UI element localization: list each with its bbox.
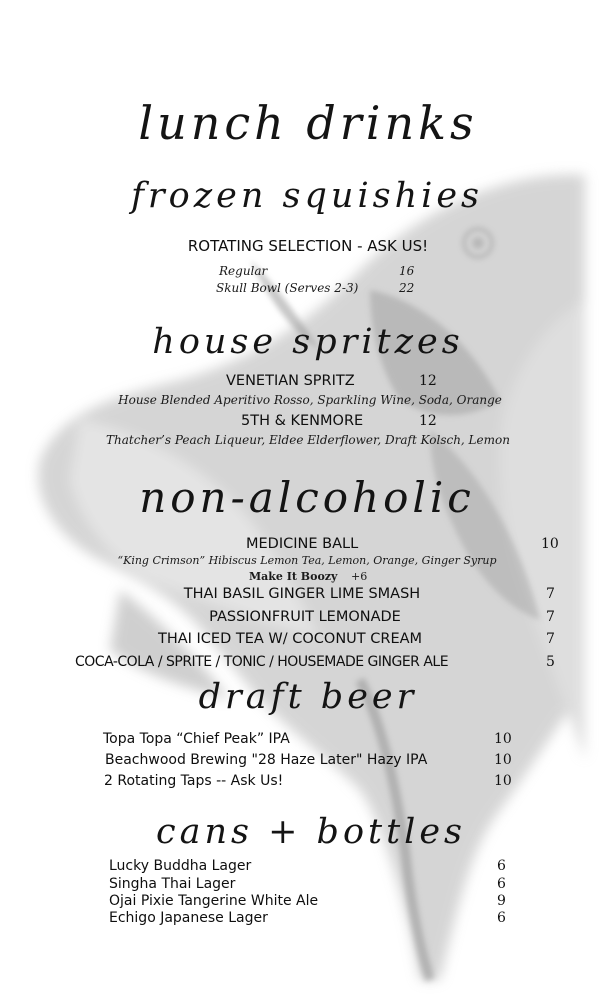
draft-beer-heading: draft beer — [198, 677, 418, 717]
menu-title: lunch drinks — [138, 96, 478, 150]
nonalc-item-name: COCA-COLA / SPRITE / TONIC / HOUSEMADE GINGER ALE — [75, 654, 449, 670]
nonalc-item-price: 7 — [546, 609, 555, 625]
frozen-item-name: Skull Bowl (Serves 2-3) — [216, 281, 359, 295]
spritz-item-price: 12 — [419, 413, 437, 429]
nonalc-item-name: THAI ICED TEA W/ COCONUT CREAM — [157, 631, 423, 647]
can-item-name: Singha Thai Lager — [109, 876, 236, 892]
medicine-ball-price: 10 — [541, 536, 559, 552]
nonalc-item-price: 7 — [546, 631, 555, 647]
boozy-addon-label: Make It Boozy — [249, 570, 338, 583]
draft-item-name: Beachwood Brewing "28 Haze Later" Hazy IPA — [105, 752, 428, 768]
can-item-price: 9 — [497, 893, 506, 909]
house-spritzes-heading: house spritzes — [152, 322, 464, 362]
can-item-name: Echigo Japanese Lager — [109, 910, 268, 926]
frozen-item-name: Regular — [219, 264, 268, 278]
can-item-name: Ojai Pixie Tangerine White Ale — [109, 893, 319, 909]
nonalc-item-price: 7 — [546, 586, 555, 602]
nonalc-item-name: THAI BASIL GINGER LIME SMASH — [183, 586, 421, 602]
cans-bottles-heading: cans + bottles — [155, 812, 467, 852]
frozen-subheading: ROTATING SELECTION - ASK US! — [187, 237, 429, 255]
draft-item-price: 10 — [494, 773, 512, 789]
can-item-name: Lucky Buddha Lager — [109, 858, 252, 874]
spritz-item-description: House Blended Aperitivo Rosso, Sparkling Wine, Soda, Orange — [118, 393, 502, 407]
non-alcoholic-heading: non-alcoholic — [139, 473, 475, 522]
frozen-item-price: 22 — [399, 281, 415, 295]
medicine-ball-description: “King Crimson” Hibiscus Lemon Tea, Lemon, Orange, Ginger Syrup — [117, 554, 497, 567]
draft-item-price: 10 — [494, 731, 512, 747]
boozy-addon-price: +6 — [351, 570, 368, 583]
draft-item-name: Topa Topa “Chief Peak” IPA — [103, 731, 290, 747]
can-item-price: 6 — [497, 858, 506, 874]
frozen-squishies-heading: frozen squishies — [130, 176, 484, 216]
can-item-price: 6 — [497, 876, 506, 892]
nonalc-item-name: PASSIONFRUIT LEMONADE — [209, 609, 401, 625]
nonalc-item-price: 5 — [546, 654, 555, 670]
frozen-item-price: 16 — [399, 264, 415, 278]
spritz-item-name: 5TH & KENMORE — [241, 413, 364, 429]
can-item-price: 6 — [497, 910, 506, 926]
spritz-item-price: 12 — [419, 373, 437, 389]
draft-item-name: 2 Rotating Taps -- Ask Us! — [104, 773, 284, 789]
spritz-item-name: VENETIAN SPRITZ — [226, 373, 355, 389]
draft-item-price: 10 — [494, 752, 512, 768]
spritz-item-description: Thatcher’s Peach Liqueur, Eldee Elderflower, Draft Kolsch, Lemon — [106, 433, 510, 447]
medicine-ball-name: MEDICINE BALL — [246, 536, 359, 552]
